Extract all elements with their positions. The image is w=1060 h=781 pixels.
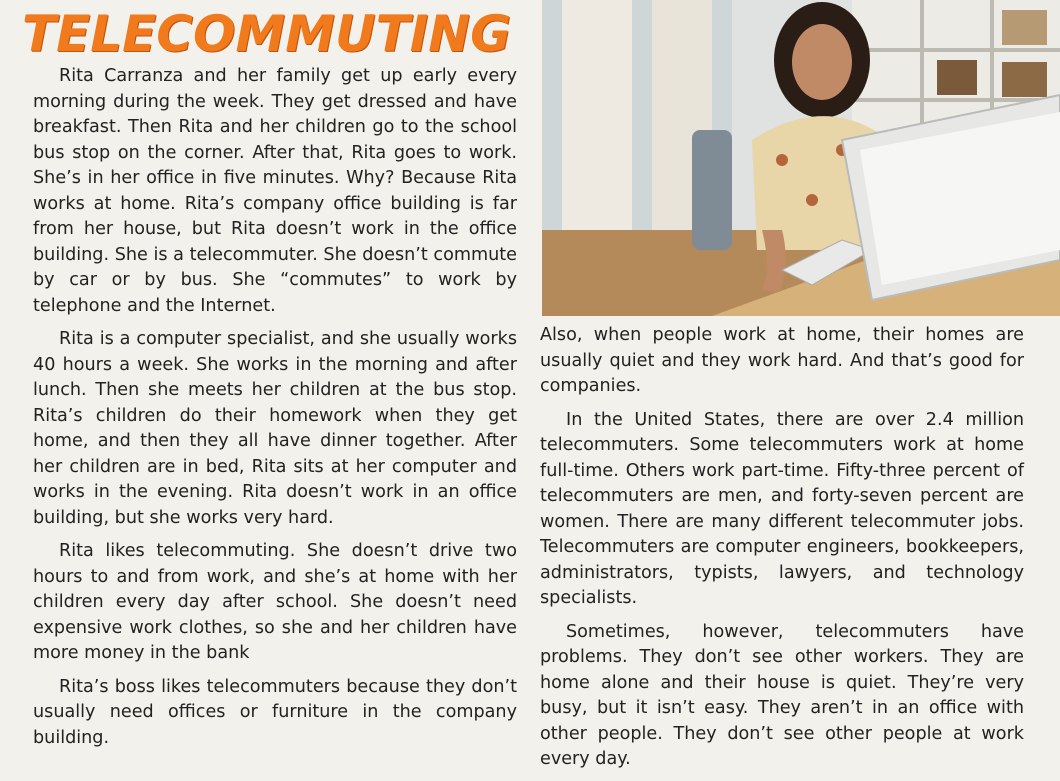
article-title: TELECOMMUTING: [22, 5, 512, 63]
paragraph: Sometimes, however, telecommuters have problems. They don’t see other workers. They are home alone and their house is quiet. They’re very busy, but it isn’t easy. They aren’t in an office with other people. They don’t see other people at work every day.: [540, 621, 1024, 769]
left-column: [33, 64, 517, 759]
paragraph: Rita likes telecommuting. She doesn’t drive two hours to and from work, and she’s at home with her children every day after school. She doesn’t need expensive work clothes, so she and her children have more money in the bank: [33, 541, 517, 663]
photo-illustration: [542, 0, 1060, 316]
paragraph: Rita is a computer specialist, and she usually works 40 hours a week. She works in the morning and after lunch. Then she meets her children at the bus stop. Rita’s children do their homework when they get home, and then they all have dinner together. After her children are in bed, Rita sits at her computer and works in the evening. Rita doesn’t work in an office building, but she works very hard.: [33, 329, 517, 528]
photo-woman-at-computer: [542, 0, 1060, 316]
paragraph: In the United States, there are over 2.4 million telecommuters. Some telecommuters work at home full-time. Others work part-time. Fifty-three percent of telecommuters are men, and forty-seven percent are women. There are many different telecommuter jobs. Telecommuters are computer engineers, bookkeepers, administrators, typists, lawyers, and technology specialists.: [540, 409, 1024, 608]
right-column: [540, 323, 1024, 781]
paragraph: Rita’s boss likes telecommuters because they don’t usually need offices or furniture in the company building.: [33, 676, 517, 748]
paragraph: Also, when people work at home, their homes are usually quiet and they work hard. And that’s good for companies.: [540, 325, 1024, 396]
paragraph: Rita Carranza and her family get up early every morning during the week. They get dressed and have breakfast. Then Rita and her children go to the school bus stop on the corner. After that, Rita goes to work. She’s in her office in five minutes. Why? Because Rita works at home. Rita’s company office building is far from her house, but Rita doesn’t work in the office building. She is a telecommuter. She doesn’t commute by car or by bus. She “commutes” to work by telephone and the Internet.: [33, 66, 517, 316]
